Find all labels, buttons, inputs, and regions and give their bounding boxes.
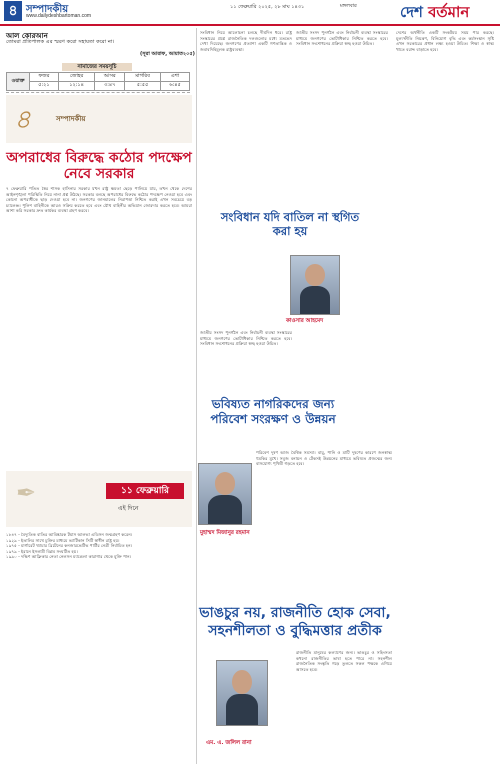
author-face [305, 264, 324, 286]
author-name: মুহাম্মদ মিজানুর রহমান [200, 530, 250, 536]
quill-icon: ✒ [16, 479, 37, 507]
article-headline: ভাঙচুর নয়, রাজনীতি হোক সেবা, সহনশীলতা ও বুদ্ধিমত্তার প্রতীক [199, 605, 391, 639]
on-this-day-list [6, 532, 192, 560]
article-column: রাজনীতি মানুষের কল্যাণের জন্য। ভাঙচুর ও সহিংসতা কখনো রাজনীতির ভাষা হতে পারে না। সহনশীল রাজনৈতিক সংস্কৃতি গড়ে তুলতে সকল পক্ষকে এগিয়ে আসতে হবে। [296, 650, 392, 672]
article-column: জাতীয় সংসদ পুনর্গঠন এবং নির্বাচনী ব্যবস্থা সংস্কারের মাধ্যমে জনগণের ভোটাধিকার নিশ্চিত করতে হবে। সংবিধান সংশোধনের প্রক্রিয়া স্বচ্ছ হওয়া উচিত। [200, 330, 292, 347]
prayer-time: ৩:৪৭ [95, 82, 125, 91]
divider [6, 92, 190, 93]
article-column: দেশের অর্থনীতি একটি সংকটময় সময় পার করছে। মূল্যস্ফীতি নিয়ন্ত্রণ, বিনিয়োগ বৃদ্ধি এবং কর্মসংস্থান সৃষ্টি এখন সরকারের প্রধান লক্ষ্য হওয়া উচিত। শিক্ষা ও স্বাস্থ্য খাতে বরাদ্দ বাড়াতে হবে। [396, 30, 494, 52]
author-photo [198, 463, 252, 525]
prayer-name: এশা [161, 73, 190, 82]
author-body [300, 286, 331, 314]
logo-part-2: বর্তমান [428, 3, 470, 21]
author-name: এম. এ. জলিল রানা [206, 740, 252, 746]
prayer-time: ১২:১৪ [58, 82, 94, 91]
prayer-name: মাগরিব [125, 73, 161, 82]
article-headline: সংবিধান যদি বাতিল না স্থগিত করা হয় [220, 210, 360, 238]
editorial-body: ৭ ফেব্রুয়ারি পতিত স্বৈর শাসক হাসিনার সরকার যখন রাষ্ট্র ক্ষমতা ছেড়ে পালিয়ে যায়, তখন থেকে দেশের আইনশৃঙ্খলা পরিস্থিতি নিয়ে নানা প্রশ্ন উঠছে। সরকার বলছে অপরাধের বিরুদ্ধে কঠোর পদক্ষেপ নেওয়া হবে এবং কোনো অপরাধীকে ছাড় দেওয়া হবে না। জনগণের জানমালের নিরাপত্তা নিশ্চিত করাই এখন সবচেয়ে বড় চ্যালেঞ্জ। পুলিশ বাহিনীকে আরও সক্রিয় করতে হবে এবং যৌথ বাহিনীর অভিযান জোরদার করতে হবে। আমরা আশা করি সরকার দ্রুত কার্যকর ব্যবস্থা গ্রহণ করবে। [6, 186, 192, 214]
logo-part-1: দেশ [400, 3, 429, 21]
issue-date: ১১ ফেব্রুয়ারি ২০২৫, ২৮ মাঘ ১৪৩১ [230, 4, 305, 10]
list-item: ১৯৯০ - দক্ষিণ আফ্রিকার নেতা নেলসন ম্যান্ডেলা কারাগার থেকে মুক্তি পান। [6, 554, 132, 560]
author-face [232, 670, 252, 694]
prayer-name: জোহর [58, 73, 94, 82]
article-column: সংবিধান নিয়ে আলোচনা চলছে দীর্ঘদিন ধরে। রাষ্ট্র সংস্কারের প্রশ্নে রাজনৈতিক দলগুলোর মধ্যে মতভেদ দেখা দিয়েছে। জনগণের প্রত্যাশা একটি গণতান্ত্রিক ও জবাবদিহিমূলক রাষ্ট্রব্যবস্থা। [200, 30, 292, 52]
prayer-table [6, 72, 190, 91]
editorial-badge-label: সম্পাদকীয় [56, 115, 86, 123]
author-name: কাওসার আহমেদ [286, 318, 324, 324]
section-title: সম্পাদকীয় [26, 4, 69, 15]
author-body [226, 694, 258, 725]
prayer-time: ৬:৪৫ [161, 82, 190, 91]
page-number: ৪ [4, 1, 22, 21]
on-this-day-banner [6, 471, 192, 527]
list-item: ১৯৭৯ - ইরানে ইসলামী বিপ্লব সংঘটিত হয়। [6, 548, 78, 554]
article-column: পরিবেশ দূষণ আজ বৈশ্বিক সমস্যা। বায়ু, পানি ও মাটি দূষণের কারণে জনস্বাস্থ্য হুমকির মুখে। সবুজ বনায়ন ও টেকসই উন্নয়নের মাধ্যমে ভবিষ্যত প্রজন্মের জন্য বাসযোগ্য পৃথিবী গড়তে হবে। [256, 450, 392, 467]
editorial-headline: অপরাধের বিরুদ্ধে কঠোর পদক্ষেপ নেবে সরকার [6, 150, 192, 182]
list-item: ১৯৭৫ - মার্গারেট থ্যাচার ব্রিটেনের কনজারভেটিভ পার্টির নেত্রী নির্বাচিত হন। [6, 543, 133, 549]
on-this-day-label: এই দিনে [118, 505, 139, 512]
editorial-badge-number: ৪ [14, 105, 31, 135]
list-item: ১৮৪৭ - বৈদ্যুতিক বাতির আবিষ্কারক টমাস আলভা এডিসন জন্মগ্রহণ করেন। [6, 532, 133, 537]
prayer-time: ৫:২১ [30, 82, 59, 91]
author-photo [290, 255, 340, 315]
prayer-label: ওয়াক্ত [7, 73, 30, 91]
prayer-time: ৫:৫৫ [125, 82, 161, 91]
on-this-day-date: ১১ ফেব্রুয়ারি [106, 483, 184, 499]
column-divider [196, 28, 197, 764]
website-link[interactable]: www.dailydeshbartoman.com [26, 13, 92, 19]
editorial-badge [6, 95, 192, 143]
newspaper-logo [400, 1, 469, 26]
author-photo [216, 660, 268, 726]
list-item: ১৯২৯ - ইতালির সাথে চুক্তির মাধ্যমে ভ্যাটিকান সিটি স্বাধীন রাষ্ট্র হয়। [6, 537, 120, 543]
quran-source: (সূরা আরাফ, আয়াত২০৫) [140, 51, 195, 57]
author-face [215, 472, 236, 495]
quran-heading: আল কোরআন [6, 32, 48, 40]
issue-day: মঙ্গলবার [340, 3, 357, 9]
quran-text: তোমরা প্রতিপালক এর স্মরণ করো সহায়তা করো না। [6, 39, 115, 45]
prayer-name: ফজর [30, 73, 59, 82]
article-column: জাতীয় সংসদ পুনর্গঠন এবং নির্বাচনী ব্যবস্থা সংস্কারের মাধ্যমে জনগণের ভোটাধিকার নিশ্চিত করতে হবে। সংবিধান সংশোধনের প্রক্রিয়া স্বচ্ছ হওয়া উচিত। [296, 30, 388, 47]
prayer-title: নামাজের সময়সূচি [62, 63, 132, 71]
prayer-name: আসর [95, 73, 125, 82]
author-body [208, 495, 241, 524]
article-headline: ভবিষ্যত নাগরিকদের জন্য পরিবেশ সংরক্ষণ ও উন্নয়ন [210, 397, 336, 426]
